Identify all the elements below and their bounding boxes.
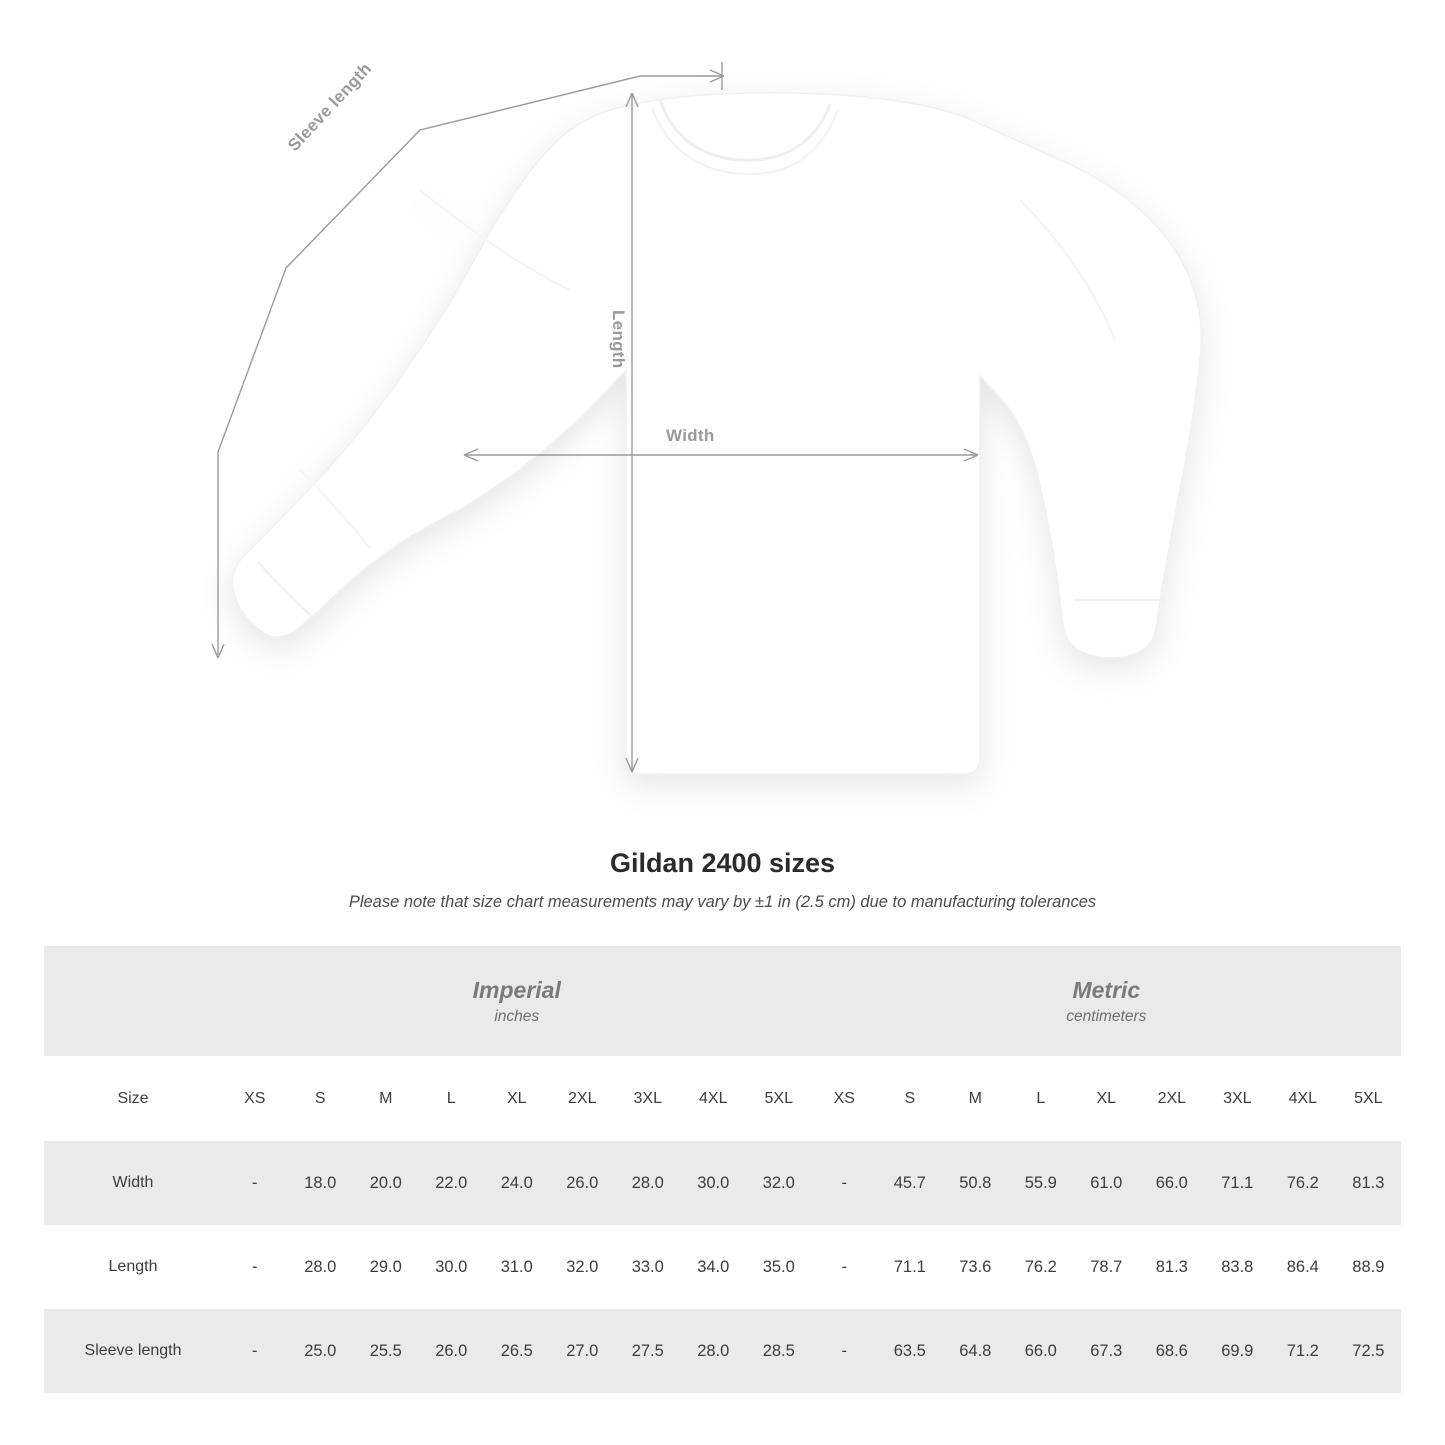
length-imperial-xs: -: [222, 1225, 288, 1309]
sleeve-imperial-xs: -: [222, 1309, 288, 1393]
length-dimension-label: Length: [609, 310, 628, 369]
metric-unit: centimeters: [1066, 1008, 1147, 1026]
length-metric-s: 71.1: [877, 1225, 943, 1309]
width-metric-s: 45.7: [877, 1141, 943, 1225]
sleeve-metric-2xl: 68.6: [1139, 1309, 1205, 1393]
width-metric-2xl: 66.0: [1139, 1141, 1205, 1225]
unit-header-spacer: [44, 946, 222, 1056]
sleeve-imperial-l: 26.0: [419, 1309, 485, 1393]
size-table: [44, 946, 1401, 1393]
sleeve-imperial-s: 25.0: [288, 1309, 354, 1393]
shirt-shape: [232, 93, 1201, 774]
size-header-metric-4xl: 4XL: [1270, 1056, 1336, 1141]
length-metric-4xl: 86.4: [1270, 1225, 1336, 1309]
length-imperial-2xl: 32.0: [550, 1225, 616, 1309]
unit-header-row: [44, 946, 1401, 1056]
sleeve-imperial-xl: 26.5: [484, 1309, 550, 1393]
width-metric-m: 50.8: [943, 1141, 1009, 1225]
sleeve-metric-s: 63.5: [877, 1309, 943, 1393]
size-header-imperial-xl: XL: [484, 1056, 550, 1141]
imperial-group-header: [222, 946, 812, 1056]
row-label-sleeve-length: Sleeve length: [44, 1309, 222, 1393]
table-row-length: [44, 1225, 1401, 1309]
width-metric-4xl: 76.2: [1270, 1141, 1336, 1225]
width-imperial-l: 22.0: [419, 1141, 485, 1225]
size-header-imperial-2xl: 2XL: [550, 1056, 616, 1141]
size-header-metric-3xl: 3XL: [1205, 1056, 1271, 1141]
size-header-metric-s: S: [877, 1056, 943, 1141]
size-header-metric-2xl: 2XL: [1139, 1056, 1205, 1141]
width-imperial-xl: 24.0: [484, 1141, 550, 1225]
row-label-width: Width: [44, 1141, 222, 1225]
sleeve-metric-4xl: 71.2: [1270, 1309, 1336, 1393]
sleeve-imperial-2xl: 27.0: [550, 1309, 616, 1393]
row-label-length: Length: [44, 1225, 222, 1309]
length-imperial-4xl: 34.0: [681, 1225, 747, 1309]
size-header-metric-xs: XS: [812, 1056, 878, 1141]
sleeve-metric-xl: 67.3: [1074, 1309, 1140, 1393]
width-metric-xl: 61.0: [1074, 1141, 1140, 1225]
sleeve-metric-5xl: 72.5: [1336, 1309, 1402, 1393]
width-metric-l: 55.9: [1008, 1141, 1074, 1225]
length-imperial-xl: 31.0: [484, 1225, 550, 1309]
length-metric-2xl: 81.3: [1139, 1225, 1205, 1309]
size-header-metric-5xl: 5XL: [1336, 1056, 1402, 1141]
width-imperial-s: 18.0: [288, 1141, 354, 1225]
length-imperial-l: 30.0: [419, 1225, 485, 1309]
length-imperial-5xl: 35.0: [746, 1225, 812, 1309]
width-metric-xs: -: [812, 1141, 878, 1225]
width-metric-3xl: 71.1: [1205, 1141, 1271, 1225]
width-imperial-xs: -: [222, 1141, 288, 1225]
size-header-imperial-l: L: [419, 1056, 485, 1141]
size-header-metric-m: M: [943, 1056, 1009, 1141]
length-metric-5xl: 88.9: [1336, 1225, 1402, 1309]
title-block: [0, 848, 1445, 912]
sleeve-imperial-5xl: 28.5: [746, 1309, 812, 1393]
width-imperial-m: 20.0: [353, 1141, 419, 1225]
table-row-sleeve-length: [44, 1309, 1401, 1393]
size-header-metric-l: L: [1008, 1056, 1074, 1141]
width-imperial-5xl: 32.0: [746, 1141, 812, 1225]
metric-group-header: [812, 946, 1402, 1056]
imperial-unit: inches: [494, 1008, 540, 1026]
imperial-label: Imperial: [472, 976, 561, 1003]
size-header-row: [44, 1056, 1401, 1141]
size-header-imperial-m: M: [353, 1056, 419, 1141]
page-title: Gildan 2400 sizes: [609, 848, 836, 878]
width-imperial-4xl: 30.0: [681, 1141, 747, 1225]
sleeve-imperial-3xl: 27.5: [615, 1309, 681, 1393]
length-metric-xl: 78.7: [1074, 1225, 1140, 1309]
length-imperial-s: 28.0: [288, 1225, 354, 1309]
width-metric-5xl: 81.3: [1336, 1141, 1402, 1225]
width-dimension-label: Width: [666, 426, 715, 445]
table-row-width: [44, 1141, 1401, 1225]
sleeve-metric-l: 66.0: [1008, 1309, 1074, 1393]
length-metric-l: 76.2: [1008, 1225, 1074, 1309]
size-header-imperial-xs: XS: [222, 1056, 288, 1141]
tolerance-note: Please note that size chart measurements may vary by ±1 in (2.5 cm) due to manufacturing tolerances: [348, 893, 1097, 911]
size-header-metric-xl: XL: [1074, 1056, 1140, 1141]
sleeve-imperial-m: 25.5: [353, 1309, 419, 1393]
width-imperial-3xl: 28.0: [615, 1141, 681, 1225]
size-header-imperial-5xl: 5XL: [746, 1056, 812, 1141]
width-imperial-2xl: 26.0: [550, 1141, 616, 1225]
sleeve-imperial-4xl: 28.0: [681, 1309, 747, 1393]
size-header-imperial-4xl: 4XL: [681, 1056, 747, 1141]
length-metric-3xl: 83.8: [1205, 1225, 1271, 1309]
metric-label: Metric: [1072, 976, 1141, 1003]
length-imperial-m: 29.0: [353, 1225, 419, 1309]
size-header-imperial-3xl: 3XL: [615, 1056, 681, 1141]
size-header-imperial-s: S: [288, 1056, 354, 1141]
length-metric-m: 73.6: [943, 1225, 1009, 1309]
size-table-wrapper: [44, 946, 1401, 1393]
sleeve-metric-m: 64.8: [943, 1309, 1009, 1393]
sleeve-metric-3xl: 69.9: [1205, 1309, 1271, 1393]
sleeve-length-dimension-label: Sleeve length: [284, 58, 376, 155]
length-imperial-3xl: 33.0: [615, 1225, 681, 1309]
sleeve-metric-xs: -: [812, 1309, 878, 1393]
length-metric-xs: -: [812, 1225, 878, 1309]
size-row-label: Size: [44, 1056, 222, 1141]
